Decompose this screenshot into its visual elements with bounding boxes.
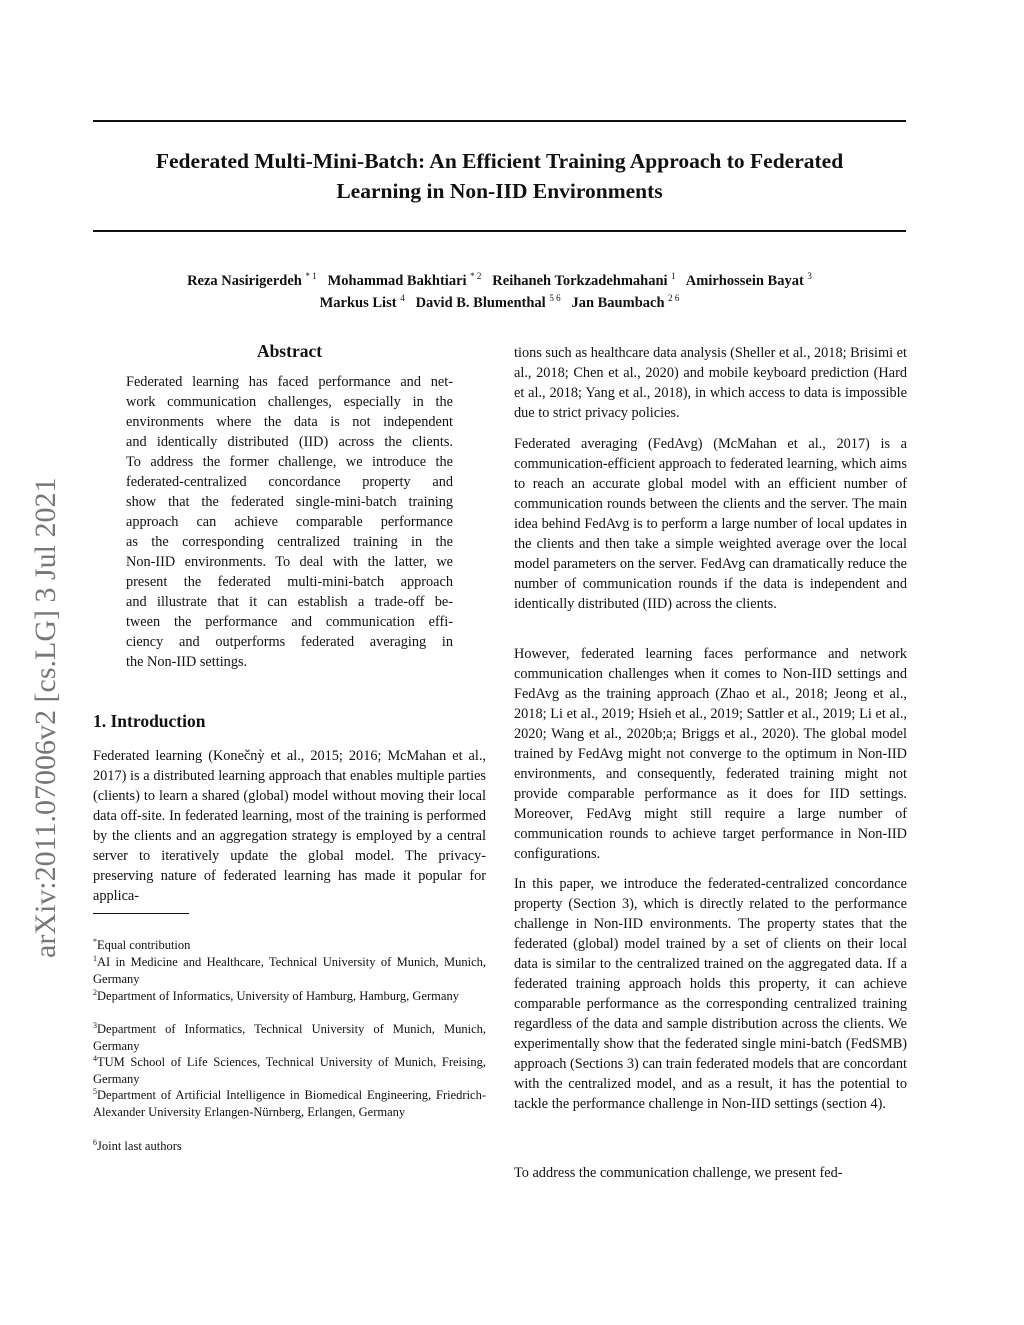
abstract-body [126,372,453,672]
paper-title [93,146,906,206]
abstract-line: and illustrate that it can establish a trade-off be- [126,594,453,610]
abstract-line: work communication challenges, especially in the [126,394,453,410]
title-top-rule [93,120,906,122]
title-bottom-rule [93,230,906,232]
abstract-line: the Non-IID settings. [126,654,248,670]
footnote-text: Equal contribution [97,938,191,953]
body-paragraph: Federated averaging (FedAvg) (McMahan et al., 2017) is a communication-efficient approach to federated learning, which aims to reach an accurate global model with an efficient number of communication rounds between the clients and the server. The main idea behind FedAvg is to perform a large number of local updates in the clients and then take a simple weighted average over the local model parameters on the server. FedAvg can dramatically reduce the number of communication rounds if the data is independent and identically distributed (IID) across the clients. [514,436,907,612]
footnote-text: AI in Medicine and Healthcare, Technical University of Munich, Munich, Germany [93,955,486,987]
author-affil: * 1 [305,271,317,281]
abstract-line: Federated learning has faced performance and net- [126,374,453,390]
body-paragraph: To address the communication challenge, we present fed- [514,1165,843,1181]
footnote [93,1134,486,1155]
body-paragraph: In this paper, we introduce the federated-centralized concordance property (Section 3), which is directly related to the performance challenge in Non-IID environments. The property states that the federated (global) model trained by a set of clients on their local data is similar to the centralized trained on the aggregated data. If a federated training approach holds this property, it can achieve comparable performance as the corresponding centralized training regardless of the data and sample distribution across the clients. We experimentally show that the federated single mini-batch (FedSMB) approach (Sections 3) can train federated models that are concordant with the centralized model, and as a result, it has the potential to tackle the performance challenge in Non-IID settings (section 4). [514,876,907,1112]
author-name: Reza Nasirigerdeh [187,272,302,289]
footnote [93,984,486,1005]
footnote-text: Department of Artificial Intelligence in Biomedical Engineering, Friedrich-Alexander University Erlangen-Nürnberg, Erlangen, Germany [93,1088,486,1120]
abstract-line: approach can achieve comparable performance [126,514,453,530]
abstract-line: Non-IID environments. To deal with the latter, we [126,554,453,570]
author-affil: 3 [807,271,812,281]
abstract-line: ciency and outperforms federated averaging in [126,634,453,650]
abstract-line: tween the performance and communication effi- [126,614,453,630]
abstract-line: as the corresponding centralized training in the [126,534,453,550]
footnote-text: Department of Informatics, Technical University of Munich, Munich, Germany [93,1022,486,1054]
abstract-line: environments where the data is not independent [126,414,453,430]
footnote-mark: * [93,937,97,946]
body-paragraph: tions such as healthcare data analysis (Sheller et al., 2018; Brisimi et al., 2018; Chen et al., 2020) and mobile keyboard prediction (Hard et al., 2018; Yang et al., 2018), in which access to data is impossible due to strict privacy policies. [514,345,907,421]
author-row-2 [93,288,906,313]
intro-paragraph-1: Federated learning (Konečnỳ et al., 2015; 2016; McMahan et al., 2017) is a distributed learning approach that enables multiple parties (clients) to learn a shared (global) model without moving their local data off-site. In federated learning, most of the training is performed by the clients and an aggregation strategy is employed by a central server to iteratively update the global model. The privacy-preserving nature of federated learning has made it popular for applica- [93,748,486,904]
title-line-2: Learning in Non-IID Environments [336,179,663,203]
footnote-mark: 1 [93,954,97,963]
footnote-mark: 4 [93,1054,97,1063]
author-name: Amirhossein Bayat [685,272,804,289]
abstract-line: and identically distributed (IID) across the clients. [126,434,453,450]
footnote-text: Department of Informatics, University of Hamburg, Hamburg, Germany [97,989,459,1004]
author-affil: 1 [671,271,676,281]
abstract-line: show that the federated single-mini-batch training [126,494,453,510]
author-affil: 2 6 [668,293,680,303]
footnote-mark: 3 [93,1021,97,1030]
footnote-mark: 6 [93,1138,97,1147]
abstract-heading: Abstract [256,341,323,361]
section-heading-introduction: 1. Introduction [93,711,206,731]
footnote-rule [93,913,189,914]
footnote-mark: 2 [93,988,97,997]
footnote-mark: 5 [93,1087,97,1096]
author-affil: * 2 [470,271,482,281]
arxiv-id: arXiv:2011.07006v2 [cs.LG] 3 Jul 2021 [29,477,62,958]
footnote [93,950,486,988]
footnote [93,1083,486,1121]
footnote-text: Joint last authors [97,1139,182,1154]
author-name: Mohammad Bakhtiari [327,272,467,289]
author-name: David B. Blumenthal [415,294,546,311]
body-paragraph: However, federated learning faces performance and network communication challenges when it comes to Non-IID settings and FedAvg as the training approach (Zhao et al., 2018; Jeong et al., 2018; Li et al., 2019; Hsieh et al., 2019; Sattler et al., 2019; Li et al., 2020; Wang et al., 2020b;a; Briggs et al., 2020). The global model trained by FedAvg might not converge to the optimum in Non-IID environments, and consequently, federated training might not provide comparable performance as it does for IID settings. Moreover, FedAvg might still require a large number of communication rounds to achieve target performance in Non-IID configurations. [514,646,907,862]
arxiv-stamp [23,378,63,958]
footnote-text: TUM School of Life Sciences, Technical University of Munich, Freising, Germany [93,1055,486,1087]
author-affil: 4 [400,293,405,303]
abstract-line: federated-centralized concordance property and [126,474,453,490]
author-name: Jan Baumbach [571,294,665,311]
author-affil: 5 6 [549,293,561,303]
abstract-line: To address the former challenge, we introduce the [126,454,453,470]
author-name: Markus List [319,294,397,311]
author-name: Reihaneh Torkzadehmahani [492,272,668,289]
title-line-1: Federated Multi-Mini-Batch: An Efficient Training Approach to Federated [155,149,844,173]
abstract-line: present the federated multi-mini-batch approach [126,574,453,590]
